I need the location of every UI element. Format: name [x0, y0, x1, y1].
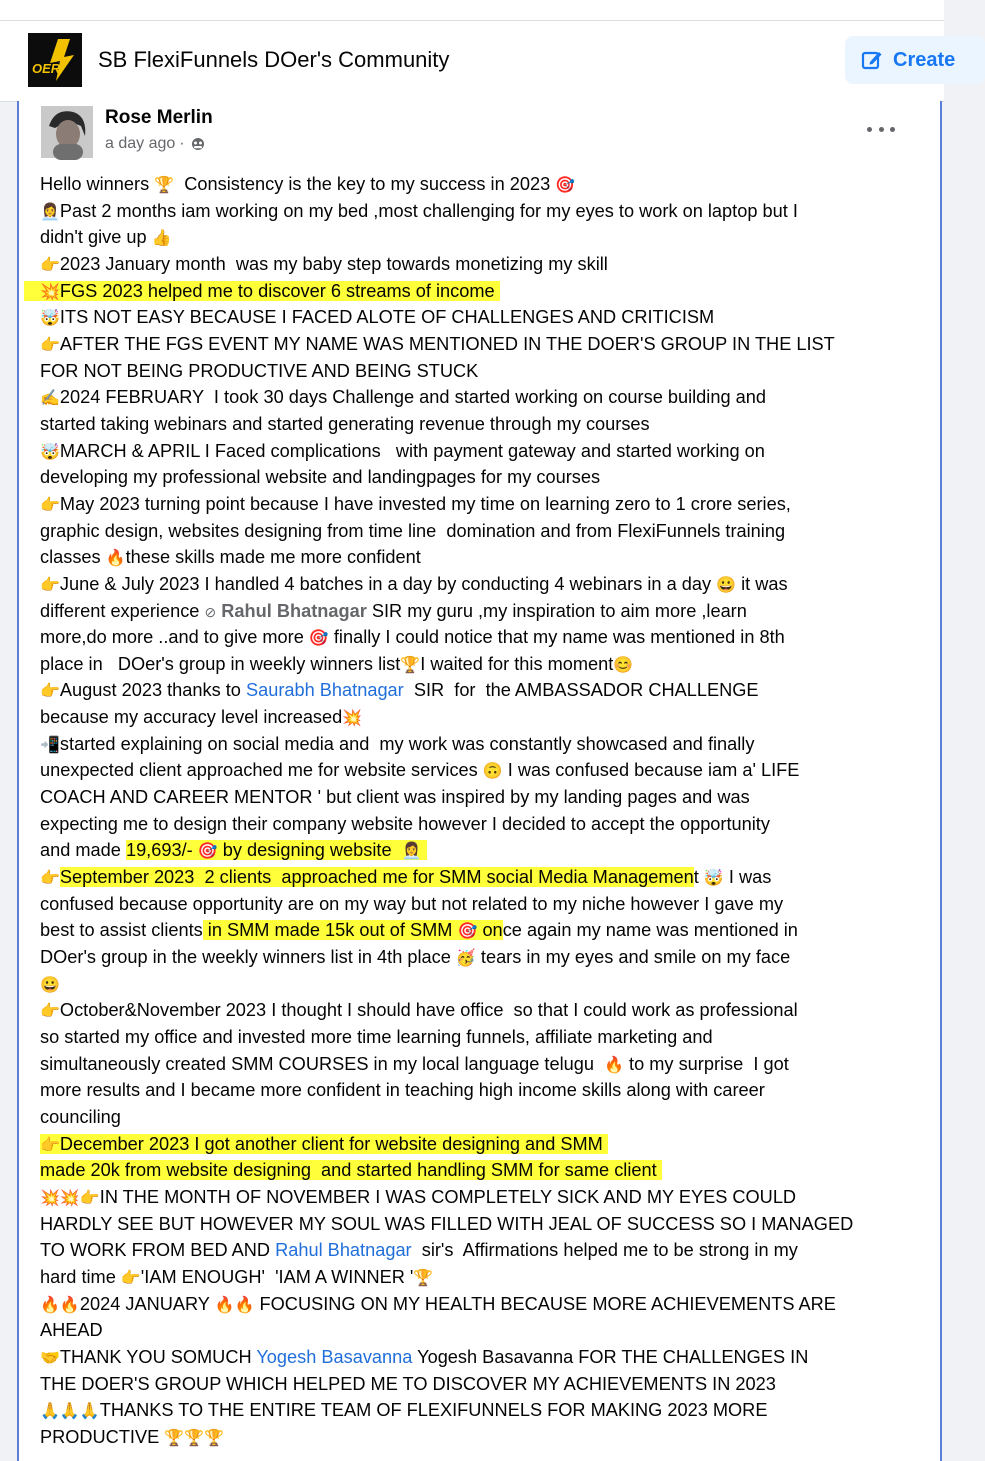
handshake-emoji: 🤝 [40, 1349, 60, 1367]
worker-emoji: 👩‍💼 [401, 843, 422, 861]
mobile-phone-emoji: 📲 [40, 736, 60, 754]
post-line [40, 1371, 908, 1398]
post-text: started taking webinars and started generating revenue through my courses [40, 413, 650, 434]
post-text: Past 2 months iam working on my bed ,most challenging for my eyes to work on laptop but I [59, 200, 798, 221]
post-text: different experience [40, 600, 205, 621]
post-text: THANK YOU SOMUCH [59, 1346, 257, 1367]
group-logo[interactable] [28, 33, 82, 87]
post-line [40, 997, 908, 1024]
post-text: unexpected client approached me for website services [40, 760, 483, 781]
post-text: place in DOer's group in weekly winners list [40, 653, 401, 674]
trophy-emoji: 🏆🏆🏆 [164, 1429, 225, 1447]
post-text: FOR NOT BEING PRODUCTIVE AND BEING STUCK [40, 360, 479, 381]
pointing-emoji: 👉 [40, 256, 60, 274]
post-text: I was [723, 867, 772, 888]
post-text: expecting me to design their company website however I decided to accept the opportunity [40, 813, 770, 834]
folded-hands-emoji: 🙏🙏🙏 [40, 1403, 100, 1421]
post-meta [105, 135, 205, 153]
post-text: COACH AND CAREER MENTOR ' but client was inspired by my landing pages and was [40, 787, 750, 808]
meta-separator: · [179, 135, 185, 152]
post-line [40, 1024, 908, 1051]
post-text: finally I could notice that my name was mentioned in 8th [328, 627, 785, 648]
post-line [40, 1291, 908, 1318]
trophy-emoji: 🏆 [154, 177, 175, 194]
target-emoji: 🎯 [197, 843, 218, 861]
target-emoji: 🎯 [457, 923, 478, 941]
post-text: 19,693/- [125, 840, 198, 861]
writing-hand-emoji: ✍️ [40, 390, 60, 408]
pointing-emoji: 👉 [40, 870, 60, 888]
pointing-emoji: 👉 [40, 1136, 60, 1154]
post-text: MARCH & APRIL I Faced complications with payment gateway and started working on [59, 440, 765, 461]
post-text: on [477, 920, 503, 941]
post-line [40, 251, 908, 278]
post-text: 2024 FEBRUARY I took 30 days Challenge and started working on course building and [59, 387, 766, 408]
post-line [40, 1397, 908, 1424]
post-text: I waited for this moment [420, 653, 614, 674]
edit-icon [861, 49, 883, 71]
post-text: May 2023 turning point because I have invested my time on learning zero to 1 crore series, [59, 493, 791, 514]
post-text: so started my office and invested more time learning funnels, affiliate marketing and [40, 1027, 713, 1047]
pointing-emoji: 👉 [40, 1003, 60, 1021]
fire-emoji: 🔥🔥 [214, 1296, 255, 1314]
post-line [40, 704, 908, 731]
post-text: August 2023 thanks to [59, 680, 246, 701]
post-line [40, 677, 908, 704]
logo-text: OER [32, 61, 61, 76]
post-line [40, 224, 908, 251]
post-line [40, 1184, 908, 1211]
grinning-emoji: 😀 [40, 976, 60, 994]
post-text: June & July 2023 I handled 4 batches in a day by conducting 4 webinars in a day [59, 573, 717, 594]
post-line [40, 1104, 908, 1131]
post-text [422, 840, 427, 860]
post-text: Consistency is the key to my success in 2023 [174, 174, 556, 194]
post-time[interactable]: a day ago [105, 135, 176, 152]
post-line [40, 1344, 908, 1371]
group-header [0, 21, 956, 102]
post-text: SIR for the AMBASSADOR CHALLENGE [403, 680, 759, 701]
post-text: hard time [40, 1266, 121, 1287]
post-line [40, 171, 908, 198]
group-name[interactable]: SB FlexiFunnels DOer's Community [98, 47, 450, 72]
post-text: best to assist clients [40, 920, 203, 941]
post-text: 2024 JANUARY [79, 1293, 215, 1314]
fire-emoji: 🔥 [105, 550, 126, 568]
pointing-emoji: 👉 [40, 336, 60, 354]
post-text: it was [736, 573, 788, 594]
pointing-emoji: 👉 [40, 576, 60, 594]
post-line [40, 811, 908, 838]
post-text: in SMM made 15k out of SMM [202, 920, 458, 941]
post-text: IN THE MONTH OF NOVEMBER I WAS COMPLETELY SICK AND MY EYES COULD [99, 1186, 797, 1207]
post-line [40, 837, 908, 864]
post-text: THE DOER'S GROUP WHICH HELPED ME TO DISCOVER MY ACHIEVEMENTS IN 2023 [40, 1373, 776, 1394]
post-text: more,do more ..and to give more [40, 627, 309, 648]
post-card [17, 101, 942, 1461]
post-line [40, 331, 908, 358]
post-line [40, 624, 908, 651]
post-text: 'IAM ENOUGH' 'IAM A WINNER ' [140, 1266, 414, 1287]
post-line [40, 358, 908, 385]
mind-blown-emoji: 🤯 [40, 310, 60, 328]
more-options-icon[interactable] [867, 117, 895, 141]
post-line [40, 544, 908, 571]
post-line [40, 1211, 908, 1238]
post-line [40, 971, 908, 998]
mention-badge-icon: ⊘ [204, 603, 217, 620]
post-text: PRODUCTIVE [40, 1426, 165, 1447]
post-line [40, 1077, 908, 1104]
post-line [40, 384, 908, 411]
post-text: THANKS TO THE ENTIRE TEAM OF FLEXIFUNNELS FOR MAKING 2023 MORE [99, 1400, 768, 1421]
post-text: FOCUSING ON MY HEALTH BECAUSE MORE ACHIEVEMENTS ARE [254, 1293, 836, 1314]
fire-emoji: 🔥🔥 [40, 1296, 80, 1314]
post-text: because my accuracy level increased [40, 707, 343, 728]
post-text: classes [40, 547, 106, 568]
post-text: counciling [40, 1106, 121, 1127]
post-text: HARDLY SEE BUT HOWEVER MY SOUL WAS FILLED WITH JEAL OF SUCCESS SO I MANAGED [40, 1213, 854, 1234]
post-line [40, 1424, 908, 1451]
post-text: ITS NOT EASY BECAUSE I FACED ALOTE OF CHALLENGES AND CRITICISM [59, 307, 715, 328]
post-line [40, 891, 908, 918]
post-text: DOer's group in the weekly winners list in 4th place [40, 947, 456, 968]
post-text: I was confused because iam a' LIFE [502, 760, 800, 781]
post-line [40, 598, 908, 625]
author-name[interactable]: Rose Merlin [105, 107, 213, 128]
post-text: ce again my name was mentioned in [502, 920, 798, 941]
collision-emoji: 💥 [342, 710, 363, 728]
post-text: October&November 2023 I thought I should have office so that I could work as professional [59, 1000, 798, 1021]
post-text: and made [40, 840, 126, 861]
post-text: tears in my eyes and smile on my face [475, 947, 791, 968]
pointing-emoji: 👉 [40, 683, 60, 701]
fire-emoji: 🔥 [604, 1056, 624, 1074]
post-text: AFTER THE FGS EVENT MY NAME WAS MENTIONED IN THE DOER'S GROUP IN THE LIST [59, 333, 835, 354]
top-strip [0, 0, 944, 21]
upside-down-face-emoji: 🙃 [482, 763, 503, 781]
post-text: developing my professional website and landingpages for my courses [40, 467, 601, 488]
post-line [40, 198, 908, 225]
post-line [40, 944, 908, 971]
collision-emoji: 💥 [40, 283, 60, 301]
post-line [40, 1157, 908, 1184]
post-text: 2023 January month was my baby step towards monetizing my skill [59, 253, 608, 274]
post-text: FGS 2023 helped me to discover 6 streams of income [59, 280, 500, 301]
collision-pointing-emoji: 💥💥👉 [40, 1189, 100, 1207]
post-line [40, 757, 908, 784]
post-text: Yogesh Basavanna FOR THE CHALLENGES IN [412, 1346, 809, 1367]
post-text: more results and I became more confident in teaching high income skills along with career [40, 1080, 765, 1101]
post-text: by designing website [217, 840, 402, 861]
pointing-emoji: 👉 [40, 496, 60, 514]
post-text: AHEAD [40, 1320, 103, 1341]
post-text: Hello winners [40, 174, 155, 194]
post-line [40, 864, 908, 891]
post-line [40, 1264, 908, 1291]
target-emoji: 🎯 [308, 630, 329, 648]
link-rahul-bhatnagar[interactable]: Rahul Bhatnagar [275, 1240, 412, 1261]
post-line [40, 731, 908, 758]
post-line [40, 571, 908, 598]
post-text: September 2023 2 clients approached me for SMM social Media Managemen [59, 867, 694, 888]
post-line [40, 917, 908, 944]
trophy-emoji: 🏆 [413, 1269, 434, 1287]
smiling-emoji: 😊 [613, 656, 634, 674]
post-line [40, 1131, 908, 1158]
grinning-emoji: 😀 [716, 576, 737, 594]
post-body [40, 171, 908, 1451]
post-line [40, 1237, 908, 1264]
link-yogesh-basavanna[interactable]: Yogesh Basavanna [256, 1346, 413, 1367]
post-text: Rahul Bhatnagar [221, 600, 367, 621]
party-face-emoji: 🥳 [455, 950, 476, 968]
mind-blown-emoji: 🤯 [703, 870, 724, 888]
post-line [40, 411, 908, 438]
post-text: simultaneously created SMM COURSES in my local language telugu [40, 1053, 605, 1074]
post-text: these skills made me more confident [125, 547, 421, 568]
post-text: December 2023 I got another client for website designing and SMM [59, 1133, 608, 1154]
post-text: graphic design, websites designing from time line domination and from FlexiFunnels training [40, 520, 786, 541]
post-line [40, 518, 908, 545]
post-text: started explaining on social media and my work was constantly showcased and finally [59, 733, 755, 754]
thumbs-up-emoji: 👍 [151, 230, 172, 248]
post-text: SIR my guru ,my inspiration to aim more ,learn [366, 600, 747, 621]
post-line [40, 651, 908, 678]
post-text: TO WORK FROM BED AND [40, 1240, 276, 1261]
pointing-emoji: 👉 [120, 1269, 141, 1287]
post-text: confused because opportunity are on my way but not related to my niche however I gave my [40, 893, 784, 914]
link-saurabh-bhatnagar[interactable]: Saurabh Bhatnagar [245, 680, 404, 701]
logo-graphic [28, 33, 82, 87]
author-avatar[interactable] [41, 106, 93, 158]
target-emoji: 🎯 [555, 177, 576, 194]
trophy-emoji: 🏆 [400, 656, 421, 674]
post-line [40, 464, 908, 491]
mention-rahul-bhatnagar[interactable] [204, 601, 366, 621]
post-line [40, 491, 908, 518]
post-text: to my surprise I got [624, 1053, 789, 1074]
post-line [40, 784, 908, 811]
post-line [40, 1317, 908, 1344]
post-line [40, 278, 908, 305]
post-text: sir's Affirmations helped me to be strong in my [411, 1240, 798, 1261]
create-button[interactable] [845, 36, 985, 84]
post-line [40, 438, 908, 465]
post-text: t [693, 867, 704, 888]
post-line [40, 1051, 908, 1078]
post-line [40, 304, 908, 331]
post-text: made 20k from website designing and started handling SMM for same client [40, 1160, 662, 1181]
group-privacy-icon [191, 137, 205, 151]
create-label: Create [893, 48, 956, 71]
post-text: didn't give up [40, 227, 152, 248]
worker-emoji: 👩‍💼 [40, 203, 60, 221]
mind-blown-emoji: 🤯 [40, 443, 60, 461]
